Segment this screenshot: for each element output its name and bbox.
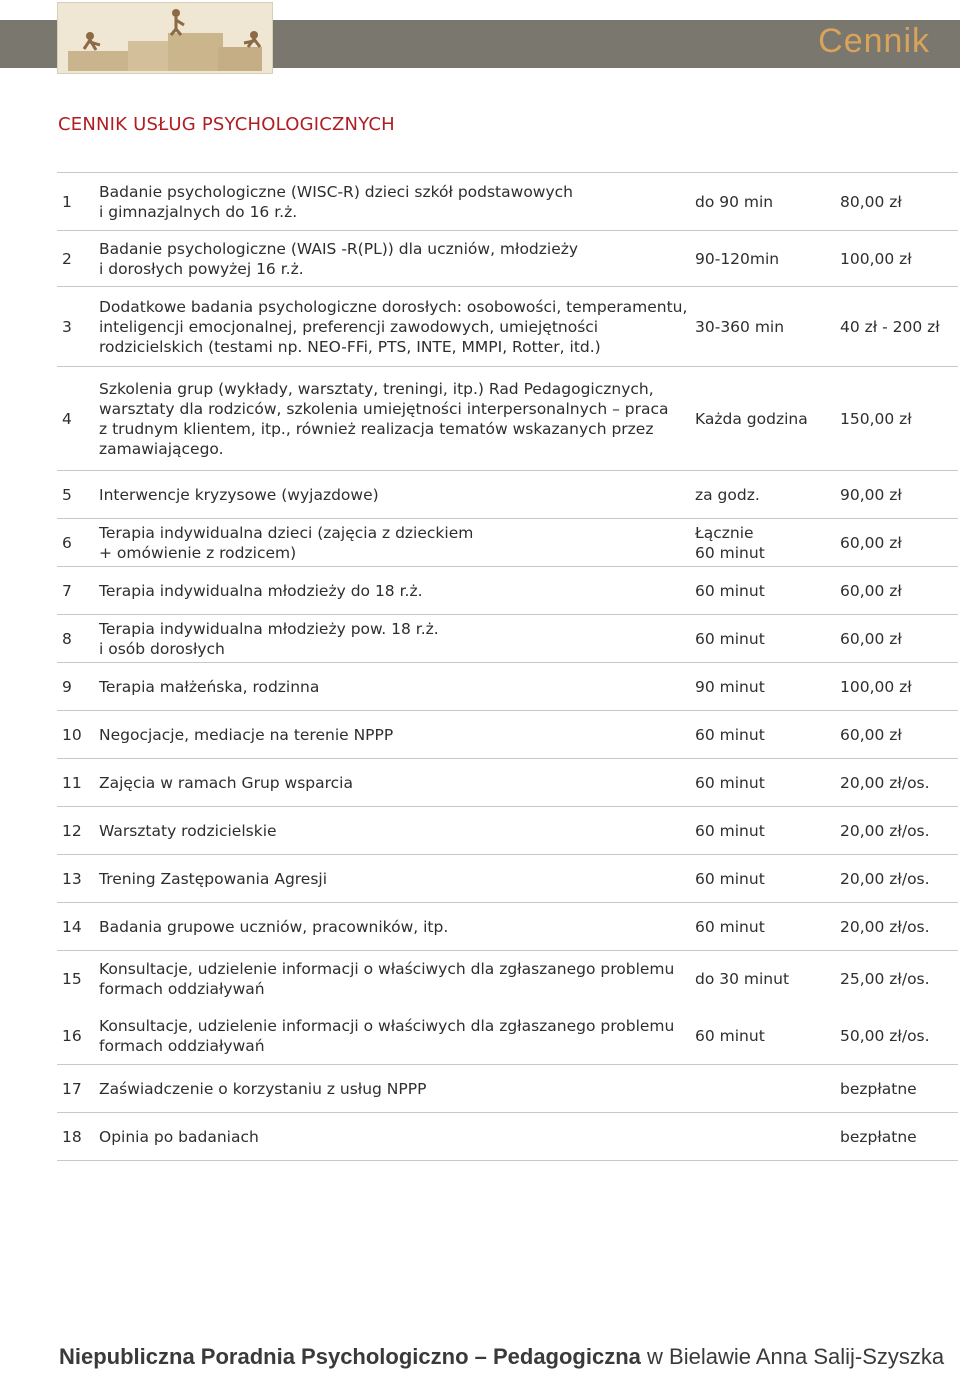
- service-price: 60,00 zł: [840, 629, 902, 648]
- service-name: Terapia indywidualna młodzieży pow. 18 r.ż. i osób dorosłych: [99, 619, 439, 658]
- row-number: 16: [62, 1026, 82, 1045]
- service-duration: do 30 minut: [695, 970, 790, 988]
- table-row: [57, 519, 958, 567]
- service-price: 20,00 zł/os.: [840, 821, 930, 840]
- table-row: [57, 1113, 958, 1161]
- service-name: Terapia indywidualna dzieci (zajęcia z dzieckiem + omówienie z rodzicem): [99, 523, 474, 562]
- service-duration: Każda godzina: [695, 409, 808, 428]
- row-number: 3: [62, 317, 72, 336]
- service-duration: za godz.: [695, 485, 760, 504]
- footer: [59, 1344, 944, 1370]
- service-name: Konsultacje, udzielenie informacji o właściwych dla zgłaszanego problemu formach oddziaływań: [99, 960, 675, 998]
- service-name: Dodatkowe badania psychologiczne dorosłych: osobowości, temperamentu, inteligencji emocjonalnej, preferencji zawodowych, umiejętności rodzicielskich (testami np. NEO-FFi, PTS, INTE, MMPI, Rotter, itd.): [99, 297, 688, 356]
- service-name: Opinia po badaniach: [99, 1127, 259, 1146]
- service-duration: 60 minut: [695, 773, 765, 792]
- service-duration: 60 minut: [695, 821, 765, 840]
- page-title: CENNIK USŁUG PSYCHOLOGICZNYCH: [58, 114, 395, 135]
- service-name: Szkolenia grup (wykłady, warsztaty, treningi, itp.) Rad Pedagogicznych, warsztaty dla rodziców, szkolenia umiejętności interpersonalnych – praca z trudnym klientem, itp., również realizacja tematów wskazanych przez zamawiającego.: [99, 379, 669, 458]
- service-duration: 90-120min: [695, 249, 780, 268]
- table-row: [57, 759, 958, 807]
- service-duration: 60 minut: [695, 869, 765, 888]
- service-name: Zaświadczenie o korzystaniu z usług NPPP: [99, 1079, 427, 1098]
- row-number: 14: [62, 917, 82, 936]
- service-price: 100,00 zł: [840, 249, 912, 268]
- row-number: 5: [62, 485, 72, 504]
- service-duration: 60 minut: [695, 629, 765, 648]
- service-price: 60,00 zł: [840, 725, 902, 744]
- table-row: [57, 471, 958, 519]
- service-duration: 60 minut: [695, 917, 765, 936]
- footer-organization: Niepubliczna Poradnia Psychologiczno – Pedagogiczna: [59, 1344, 641, 1369]
- service-price: 20,00 zł/os.: [840, 869, 930, 888]
- service-price: 150,00 zł: [840, 409, 912, 428]
- row-number: 10: [62, 725, 82, 744]
- table-row: [57, 173, 958, 231]
- service-duration: Łącznie 60 minut: [695, 523, 765, 562]
- service-name: Badanie psychologiczne (WAIS -R(PL)) dla uczniów, młodzieży i dorosłych powyżej 16 r.ż.: [99, 239, 579, 278]
- row-number: 6: [62, 533, 72, 552]
- service-price: 60,00 zł: [840, 533, 902, 552]
- table-row: [57, 231, 958, 287]
- service-price: 20,00 zł/os.: [840, 773, 930, 792]
- row-number: 2: [62, 249, 72, 268]
- row-number: 11: [62, 773, 82, 792]
- service-price: 20,00 zł/os.: [840, 917, 930, 936]
- service-name: Badania grupowe uczniów, pracowników, itp.: [99, 917, 449, 936]
- service-name: Trening Zastępowania Agresji: [99, 869, 328, 888]
- table-row: [57, 663, 958, 711]
- service-price: 60,00 zł: [840, 581, 902, 600]
- table-row: [57, 855, 958, 903]
- service-price: 80,00 zł: [840, 192, 902, 211]
- service-duration: 60 minut: [695, 725, 765, 744]
- service-duration: 60 minut: [695, 1026, 765, 1045]
- row-number: 1: [62, 192, 72, 211]
- service-duration: 30-360 min: [695, 317, 785, 336]
- row-number: 9: [62, 677, 72, 696]
- service-name: Terapia małżeńska, rodzinna: [99, 677, 320, 696]
- service-name: Zajęcia w ramach Grup wsparcia: [99, 773, 353, 792]
- people-on-blocks-illustration: [58, 3, 272, 73]
- row-number: 13: [62, 869, 82, 888]
- header-title: Cennik: [818, 22, 930, 60]
- table-row: [57, 1065, 958, 1113]
- table-row: [57, 1007, 958, 1065]
- table-row: [57, 807, 958, 855]
- service-name: Konsultacje, udzielenie informacji o właściwych dla zgłaszanego problemu formach oddziaływań: [99, 1016, 675, 1055]
- service-name: Terapia indywidualna młodzieży do 18 r.ż.: [99, 581, 423, 600]
- table-row: [57, 903, 958, 951]
- row-number: 7: [62, 581, 72, 600]
- service-price: 90,00 zł: [840, 485, 902, 504]
- row-number: 18: [62, 1127, 82, 1146]
- service-name: Warsztaty rodzicielskie: [99, 821, 277, 840]
- service-price: 40 zł - 200 zł: [840, 317, 940, 336]
- service-price: 25,00 zł/os.: [840, 970, 930, 988]
- row-number: 15: [62, 970, 82, 988]
- row-number: 12: [62, 821, 82, 840]
- table-row: [57, 951, 958, 1007]
- table-row: [57, 367, 958, 471]
- table-row: [57, 287, 958, 367]
- service-name: Negocjacje, mediacje na terenie NPPP: [99, 725, 394, 744]
- footer-location: w Bielawie Anna Salij-Szyszka: [640, 1344, 945, 1369]
- header-illustration: [57, 2, 273, 74]
- table-row: [57, 711, 958, 759]
- service-price: bezpłatne: [840, 1079, 917, 1098]
- row-number: 4: [62, 409, 72, 428]
- service-name: Interwencje kryzysowe (wyjazdowe): [99, 485, 379, 504]
- row-number: 17: [62, 1079, 82, 1098]
- service-duration: 90 minut: [695, 677, 765, 696]
- row-number: 8: [62, 629, 72, 648]
- service-price: 50,00 zł/os.: [840, 1026, 930, 1045]
- service-duration: 60 minut: [695, 581, 765, 600]
- table-row: [57, 615, 958, 663]
- service-duration: do 90 min: [695, 192, 774, 211]
- table-row: [57, 567, 958, 615]
- price-table: [57, 172, 958, 1161]
- service-price: bezpłatne: [840, 1127, 917, 1146]
- service-price: 100,00 zł: [840, 677, 912, 696]
- service-name: Badanie psychologiczne (WISC-R) dzieci szkół podstawowych i gimnazjalnych do 16 r.ż.: [99, 182, 573, 221]
